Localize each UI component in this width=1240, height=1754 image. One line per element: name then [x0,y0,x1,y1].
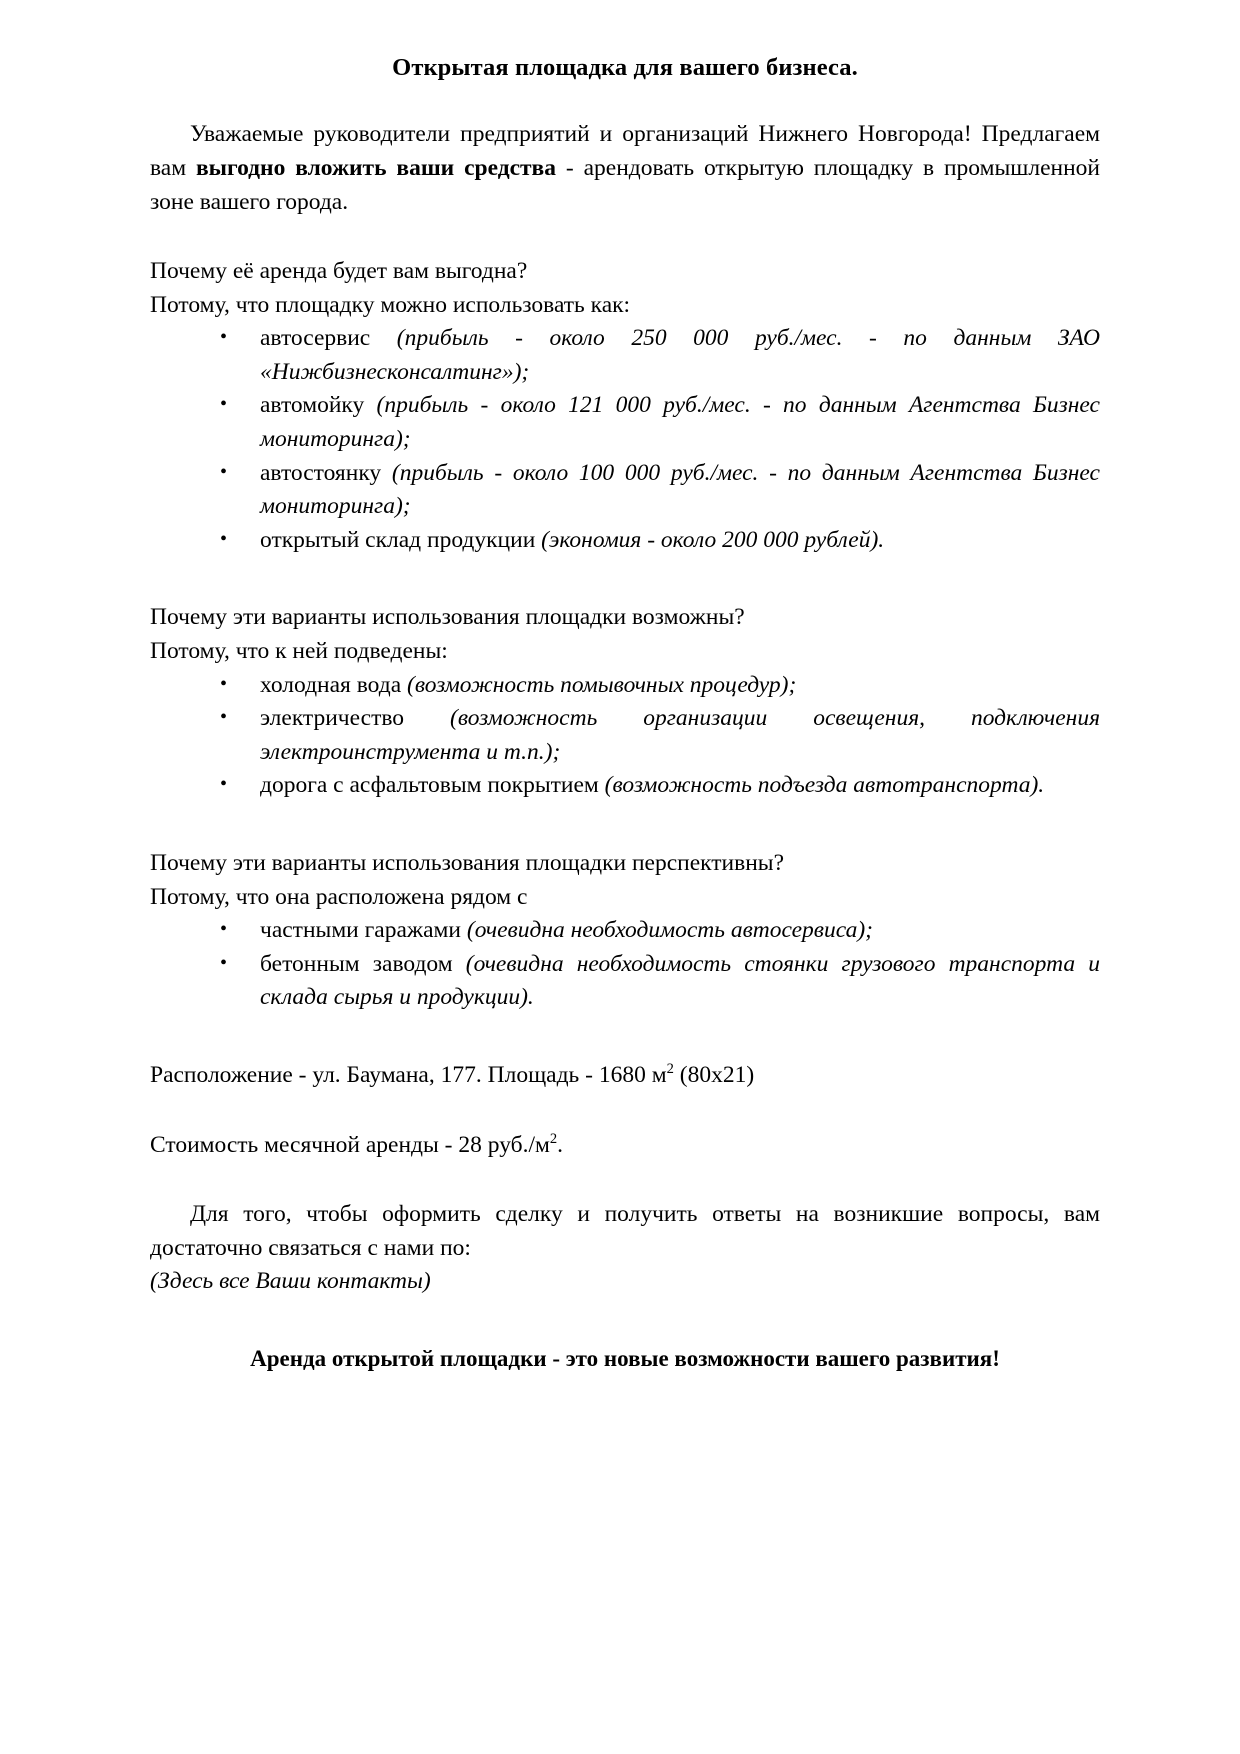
item-note: (возможность организации освещения, подключения электроинструмента и т.п.); [260,705,1100,765]
section-question: Почему эти варианты использования площадки перспективны? [150,850,785,877]
item-note: (экономия - около 200 000 рублей). [541,526,885,553]
item-note: (очевидна необходимость стоянки грузового транспорта и склада сырья и продукции). [260,950,1100,1011]
location-suffix: (80х21) [673,1061,755,1088]
spacer [150,557,1100,601]
section-answer: Потому, что площадку можно использовать как: [150,291,631,318]
section-answer: Потому, что она расположена рядом с [150,883,528,910]
list-item [150,948,1100,1015]
section-prospects [150,847,1100,1015]
spacer [150,1299,1100,1343]
prospects-list [150,914,1100,1015]
list-item [150,769,1100,803]
list-item [150,702,1100,769]
section-benefits [150,255,1100,557]
item-lead: электричество [260,705,451,732]
spacer [150,803,1100,847]
item-lead: дорога с асфальтовым покрытием [260,772,605,799]
item-lead: частными гаражами [260,917,467,944]
spacer [150,1093,1100,1129]
item-lead: открытый склад продукции [260,526,542,553]
list-item [150,914,1100,948]
item-note: (возможность подъезда автотранспорта). [604,772,1045,799]
price-suffix: . [557,1131,564,1158]
spacer [150,1162,1100,1198]
section-question: Почему её аренда будет вам выгодна? [150,258,528,285]
item-note: (очевидна необходимость автосервиса); [466,917,873,944]
spacer [150,219,1100,255]
list-item [150,457,1100,524]
list-item [150,524,1100,558]
location-prefix: Расположение - ул. Баумана, 177. Площадь - 1680 м [150,1061,667,1088]
item-note: (прибыль - около 250 000 руб./мес. - по данным ЗАО «Нижбизнесконсалтинг»); [260,325,1100,385]
intro-part1: Уважаемые руководители предприятий и организаций Нижнего Новгорода! Предлагаем вам [150,121,1100,181]
tagline: Аренда открытой площадки - это новые возможности вашего развития! [250,1345,1000,1371]
list-item [150,389,1100,456]
item-lead: автомойку [260,392,377,419]
list-item [150,322,1100,389]
benefits-list [150,322,1100,557]
item-lead: холодная вода [260,671,408,698]
price-prefix: Стоимость месячной аренды - 28 руб./м [150,1131,550,1158]
intro-part2: - арендовать открытую площадку в промышленной зоне вашего города. [150,154,1100,215]
item-note: (прибыль - около 100 000 руб./мес. - по данным Агентства Бизнес мониторинга); [260,459,1100,520]
item-note: (прибыль - около 121 000 руб./мес. - по данным Агентства Бизнес мониторинга); [260,392,1100,453]
page-title: Открытая площадка для вашего бизнеса. [392,54,858,81]
intro-bold-phrase: выгодно вложить ваши средства [195,154,556,181]
section-utilities [150,601,1100,803]
location-superscript: 2 [666,1061,674,1078]
location-line [150,1059,1100,1093]
intro-paragraph [150,118,1100,219]
price-superscript: 2 [549,1130,558,1147]
item-lead: бетонным заводом [260,950,466,977]
price-line [150,1129,1100,1163]
section-answer: Потому, что к ней подведены: [150,638,448,665]
closing-paragraph: Для того, чтобы оформить сделку и получить ответы на возникшие вопросы, вам достаточно связаться с нами по: [150,1201,1100,1261]
item-note: (возможность помывочных процедур); [407,671,797,698]
section-question: Почему эти варианты использования площадки возможны? [150,604,745,631]
item-lead: автостоянку [260,459,392,486]
utilities-list [150,669,1100,803]
item-lead: автосервис [260,325,397,352]
contacts-placeholder-text: (Здесь все Ваши контакты) [150,1268,431,1295]
spacer [150,1015,1100,1059]
contacts-placeholder [150,1265,1100,1299]
list-item [150,669,1100,703]
